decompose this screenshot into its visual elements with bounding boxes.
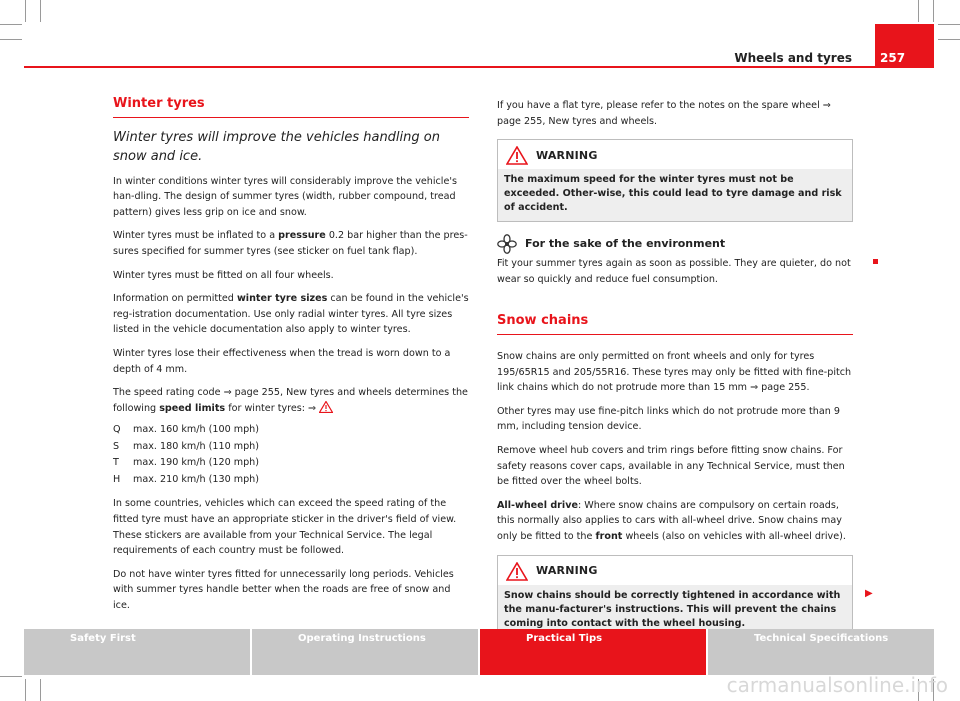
paragraph: Winter tyres must be fitted on all four wheels. bbox=[113, 269, 334, 281]
warning-icon bbox=[319, 401, 333, 413]
table-row: Q max. 160 km/h (100 mph) bbox=[113, 424, 259, 436]
paragraph: Winter tyres lose their effectiveness when the tread is worn down to a depth of 4 mm. bbox=[113, 347, 451, 375]
table-row: S max. 180 km/h (110 mph) bbox=[113, 440, 259, 452]
crop-mark bbox=[938, 39, 960, 40]
page-number: 257 bbox=[880, 51, 906, 65]
footer-tab-technical-specifications[interactable]: Technical Specifications bbox=[708, 629, 934, 675]
warning-label: WARNING bbox=[536, 564, 598, 578]
warning-icon bbox=[506, 562, 528, 581]
table-row: T max. 190 km/h (120 mph) bbox=[113, 457, 259, 469]
paragraph: Winter tyres must be inflated to a pressure 0.2 bar higher than the pres-sures specified for summer tyres (see sticker on fuel tank flap). bbox=[113, 230, 468, 257]
crop-mark bbox=[938, 24, 960, 25]
crop-mark bbox=[25, 679, 26, 701]
section-title-snow-chains: Snow chains bbox=[497, 313, 853, 335]
paragraph: The speed rating code ⇒ page 255, New tyres and wheels determines the following speed limits for winter tyres: ⇒ bbox=[113, 387, 468, 414]
crop-mark bbox=[0, 24, 22, 25]
crop-mark bbox=[918, 0, 919, 22]
footer-tab-practical-tips[interactable]: Practical Tips bbox=[480, 629, 708, 675]
warning-icon bbox=[506, 146, 528, 165]
warning-text: The maximum speed for the winter tyres must not be exceeded. Other-wise, this could lead to tyre damage and risk of accident. bbox=[498, 169, 852, 221]
paragraph: Other tyres may use fine-pitch links which do not protrude more than 9 mm, including tension device. bbox=[497, 405, 840, 433]
lead-text: Winter tyres will improve the vehicles handling on snow and ice. bbox=[113, 129, 440, 164]
section-title-winter-tyres: Winter tyres bbox=[113, 96, 469, 118]
paragraph: Information on permitted winter tyre sizes can be found in the vehicle's reg-istration documentation. Use only radial winter tyres. All tyre sizes listed in the vehicle documentation also apply to winter tyres. bbox=[113, 293, 469, 336]
footer-nav bbox=[24, 629, 934, 675]
crop-mark bbox=[40, 679, 41, 701]
environment-title: For the sake of the environment bbox=[525, 237, 726, 251]
paragraph: Remove wheel hub covers and trim rings before fitting snow chains. For safety reasons cover caps, available in any Technical Service, must then be fitted over the wheel bolts. bbox=[497, 444, 845, 488]
header-title: Wheels and tyres bbox=[734, 51, 852, 65]
crop-mark bbox=[0, 39, 22, 40]
paragraph: All-wheel drive: Where snow chains are compulsory on certain roads, this normally also applies to cars with all-wheel drive. Snow chains may only be fitted to the front wheels (also on vehicles with all-wheel drive). bbox=[497, 499, 846, 542]
warning-box bbox=[497, 555, 853, 638]
continue-arrow-icon: ▶ bbox=[865, 588, 873, 599]
footer-tab-operating-instructions[interactable]: Operating Instructions bbox=[252, 629, 480, 675]
paragraph: In some countries, vehicles which can exceed the speed rating of the fitted tyre must have an appropriate sticker in the driver's field of view. These stickers are available from your Technical Service. The legal requirements of each country must be followed. bbox=[113, 498, 457, 557]
end-of-section-marker bbox=[873, 259, 878, 264]
left-column bbox=[113, 96, 469, 621]
paragraph: If you have a flat tyre, please refer to the notes on the spare wheel ⇒ page 255, New tyres and wheels. bbox=[497, 100, 831, 127]
paragraph: Snow chains are only permitted on front wheels and only for tyres 195/65R15 and 205/55R16. These tyres may only be fitted with fine-pitch link chains which do not protrude more than 15 mm ⇒ page 255. bbox=[497, 350, 852, 394]
crop-mark bbox=[25, 0, 26, 22]
environment-heading bbox=[497, 234, 853, 254]
warning-text: Snow chains should be correctly tightened in accordance with the manu-facturer's instructions. This will prevent the chains coming into contact with the wheel housing. bbox=[498, 585, 852, 637]
speed-limit-table bbox=[113, 422, 469, 488]
table-row: H max. 210 km/h (130 mph) bbox=[113, 473, 259, 485]
footer-tab-safety-first[interactable]: Safety First bbox=[24, 629, 252, 675]
watermark: carmanualsonline.info bbox=[726, 673, 948, 697]
paragraph: In winter conditions winter tyres will considerably improve the vehicle's han-dling. The design of summer tyres (width, rubber compound, tread pattern) gives less grip on ice and snow. bbox=[113, 175, 457, 218]
crop-mark bbox=[0, 676, 22, 677]
right-column bbox=[497, 98, 853, 650]
crop-mark bbox=[40, 0, 41, 22]
flower-icon bbox=[497, 234, 517, 254]
paragraph: Do not have winter tyres fitted for unnecessarily long periods. Vehicles with summer tyres handle better when the roads are free of snow and ice. bbox=[113, 568, 454, 611]
header-rule bbox=[24, 66, 934, 68]
paragraph: Fit your summer tyres again as soon as possible. They are quieter, do not wear so quickly and reduce fuel consumption. bbox=[497, 258, 851, 285]
warning-box bbox=[497, 139, 853, 222]
warning-label: WARNING bbox=[536, 148, 598, 162]
crop-mark bbox=[933, 0, 934, 22]
